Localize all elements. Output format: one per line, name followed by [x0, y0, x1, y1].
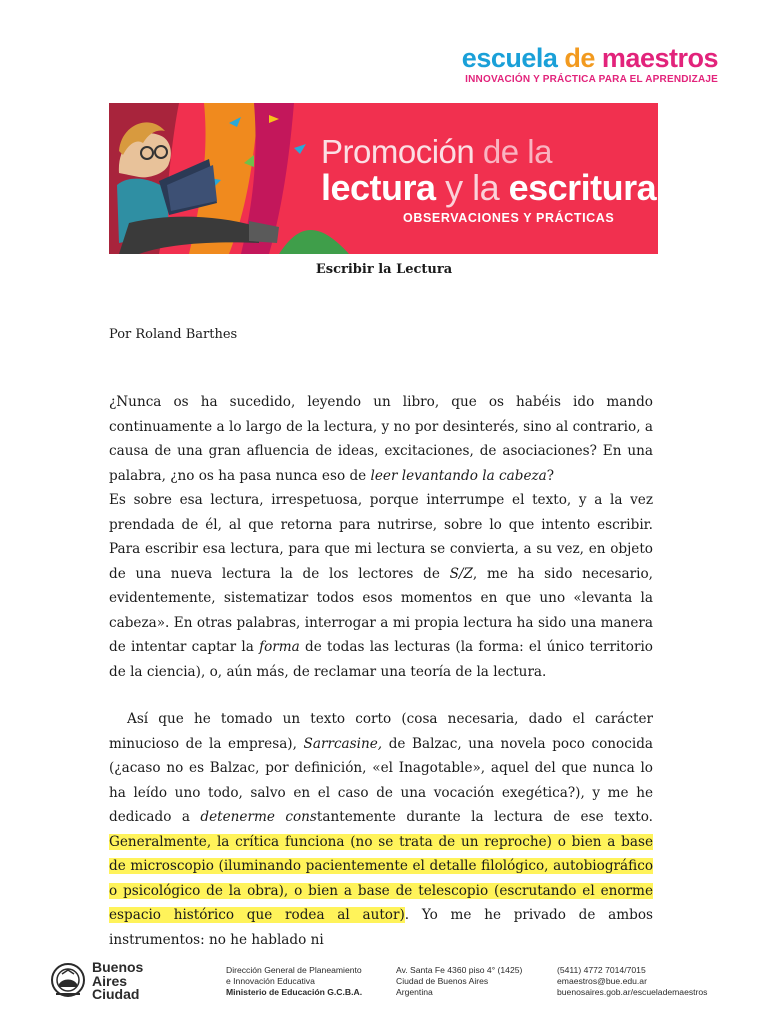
- italic-text: forma: [259, 639, 300, 655]
- logo-text-line: Ciudad: [92, 986, 140, 1002]
- italic-text: Sarrcasine,: [303, 735, 383, 752]
- banner-word: escritura: [508, 167, 657, 208]
- text-run: Es sobre esa lectura, irrespetuosa, porque interrumpe el texto, y a la vez prendada de él, al que retorna para nutrirse, sobre lo que intento escribir. Para escribir esa lectura, para que mi lectura se convierta, a su vez, en objeto de una nueva lectura la de los lectores de: [109, 492, 653, 582]
- logo-word-maestros: maestros: [601, 43, 718, 73]
- footer-website-link[interactable]: buenosaires.gob.ar/escuelademaestros: [557, 987, 708, 997]
- grass-shape: [279, 230, 349, 254]
- paragraph-1: [109, 390, 653, 488]
- footer-line: Argentina: [396, 987, 433, 997]
- logo-word-de: de: [564, 43, 595, 73]
- banner-title-line2: [321, 167, 656, 209]
- footer-line: e Innovación Educativa: [226, 976, 315, 986]
- text-run: . Yo me he privado de ambos instrumentos: no he hablado ni: [109, 907, 653, 948]
- logo-word-escuela: escuela: [461, 43, 558, 73]
- text-run: ¿Nunca os ha sucedido, leyendo un libro, que os habéis ido mando continuamente a lo largo de la lectura, y no por desinterés, sino al contrario, a causa de una gran afluencia de ideas, excitaciones, de asociaciones? En una palabra, ¿no os ha pasa nunca eso de: [109, 394, 653, 484]
- paragraph-3: [109, 707, 653, 952]
- buenos-aires-shield-icon: [50, 960, 86, 1000]
- footer-line: Av. Santa Fe 4360 piso 4° (1425): [396, 965, 523, 975]
- footer-line: Dirección General de Planeamiento: [226, 965, 362, 975]
- banner-word: y la: [435, 167, 509, 208]
- banner-subtitle: OBSERVACIONES Y PRÁCTICAS: [403, 211, 615, 225]
- text-run: de todas las lecturas (la forma: el único territorio de la ciencia), o, aún más, de reclamar una teoría de la lectura.: [109, 639, 653, 680]
- document-body: [109, 390, 653, 952]
- text-run: , me ha sido necesario, evidentemente, sistematizar todos esos momentos en que uno «levanta la cabeza». En otras palabras, interrogar a mi propia lectura ha sido una manera de intentar captar la: [109, 565, 653, 655]
- text-run: de Balzac, una novela poco conocida (¿acaso no es Balzac, por definición, «el Inagotable», aquel del que nunca lo ha leído uno todo, salvo en el caso de una vocación exegética?), y me he dedicado a: [109, 735, 654, 825]
- escuela-de-maestros-logo: [462, 44, 718, 85]
- logo-tagline: INNOVACIÓN Y PRÁCTICA PARA EL APRENDIZAJE: [465, 74, 718, 85]
- paragraph-2: [109, 488, 653, 684]
- italic-text: leer levantando la cabeza: [370, 467, 547, 484]
- footer-line: Ministerio de Educación G.C.B.A.: [226, 987, 363, 997]
- banner-word: de la: [474, 133, 552, 170]
- text-run: Así que he tomado un texto corto (cosa necesaria, dado el carácter minucioso de la empresa),: [109, 711, 653, 752]
- leaf-shape: [294, 144, 306, 154]
- buenos-aires-ciudad-logo: [92, 961, 143, 1002]
- footer-contact: [557, 965, 707, 998]
- logo-wordmark: [462, 44, 718, 72]
- header-banner: [109, 103, 658, 254]
- document-title: Escribir la Lectura: [315, 262, 453, 277]
- footer-institution: [226, 965, 362, 998]
- banner-title-line1: [321, 133, 552, 171]
- page-footer: [0, 960, 768, 1004]
- logo-text-line: Buenos: [92, 959, 144, 975]
- italic-text: detenerme cons: [200, 809, 317, 825]
- footer-email[interactable]: emaestros@bue.edu.ar: [557, 976, 647, 986]
- banner-word: Promoción: [321, 133, 475, 170]
- banner-word: lectura: [321, 167, 436, 208]
- document-author: Por Roland Barthes: [109, 327, 238, 342]
- footer-line: (5411) 4772 7014/7015: [557, 965, 646, 975]
- text-run: tantemente durante la lectura de ese texto.: [316, 809, 653, 825]
- italic-text: S/Z: [449, 565, 473, 582]
- highlighted-text: Generalmente, la crítica funciona (no se trata de un reproche) o bien a base de microscopio (iluminando pacientemente el detalle filológico, autobiográfico o psicológico de la obra), o bien a base de telescopio (escrutando el enorme espacio histórico que rodea al autor): [109, 833, 653, 923]
- footer-line: Ciudad de Buenos Aires: [396, 976, 489, 986]
- logo-text-line: Aires: [92, 972, 128, 989]
- text-run: ?: [546, 467, 555, 484]
- footer-address: [396, 965, 522, 998]
